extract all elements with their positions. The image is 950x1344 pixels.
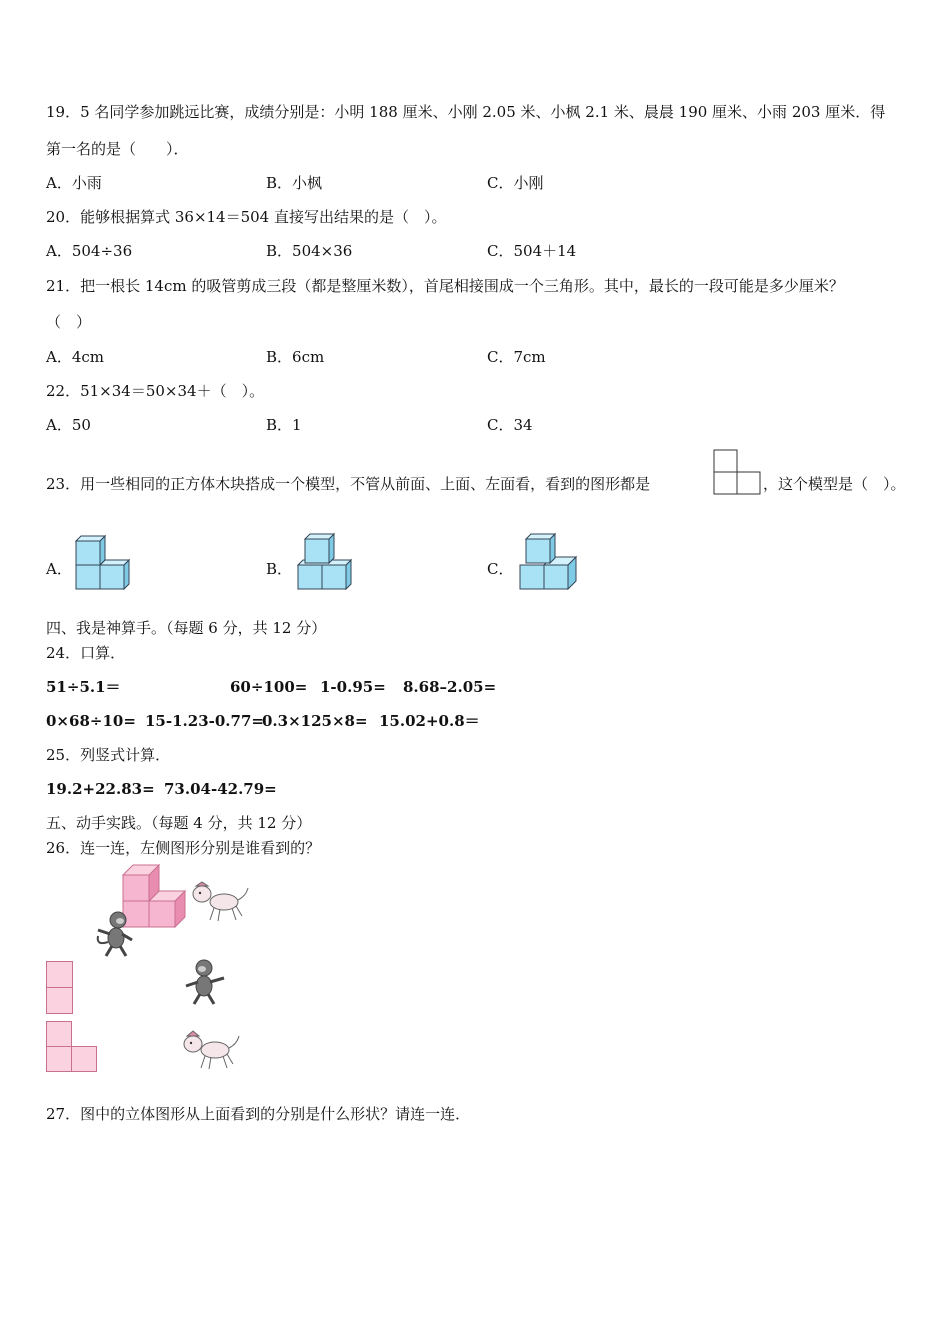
cube-model-a [74,537,134,593]
q24-calc: 60÷100= [230,678,308,696]
q22-option-a: A．50 [46,416,91,434]
monkey-icon [182,958,228,1006]
q24-calc: 51÷5.1＝ [46,678,121,696]
q24-calc: 1-0.95= [320,678,386,696]
q24-calc: 8.68–2.05= [403,678,497,696]
q25-calc: 73.04-42.79= [164,780,277,798]
cube-model-b [296,535,356,593]
q27-title: 27．图中的立体图形从上面看到的分别是什么形状？请连一连． [46,1105,471,1123]
dog-icon [181,1028,243,1072]
q19-option-a: A．小雨 [46,174,102,192]
q19-option-b: B．小枫 [266,174,323,192]
q19-option-c: C．小刚 [487,174,544,192]
q22-option-c: C．34 [487,416,533,434]
q23-text-before: 23．用一些相同的正方体木块搭成一个模型，不管从前面、上面、左面看，看到的图形都是 [46,475,651,493]
q20-text: 20．能够根据算式 36×14＝504 直接写出结果的是（ ）。 [46,208,447,226]
l-shape-view-figure [713,449,761,495]
q21-option-c: C．7cm [487,348,546,366]
q20-option-a: A．504÷36 [46,242,133,260]
q24-calc: 15-1.23-0.77= [145,712,264,730]
q23-option-a: A． [46,560,72,578]
two-square-view [46,961,74,1015]
q23-option-c: C． [487,560,514,578]
q21-option-b: B．6cm [266,348,325,366]
q19-line1: 19．5 名同学参加跳远比赛，成绩分别是：小明 188 厘米、小刚 2.05 米、小枫 2.1 米、晨晨 190 厘米、小雨 203 厘米．得 [46,103,886,121]
q21-line2: （ ） [46,313,92,331]
monkey-icon [92,910,136,958]
cube-model-c [518,535,584,593]
section4-title: 四、我是神算手。（每题 6 分，共 12 分） [46,619,327,637]
dog-icon [188,880,250,924]
q25-title: 25．列竖式计算． [46,746,171,764]
q20-option-b: B．504×36 [266,242,353,260]
q21-option-a: A．4cm [46,348,105,366]
q21-line1: 21．把一根长 14cm 的吸管剪成三段（都是整厘米数），首尾相接围成一个三角形。其中，最长的一段可能是多少厘米？ [46,277,844,295]
q24-calc: 0.3×125×8= [262,712,368,730]
q24-calc: 0×68÷10= [46,712,136,730]
q23-option-b: B． [266,560,293,578]
q23-text-after: ，这个模型是（ ）。 [763,475,906,493]
q26-title: 26．连一连，左侧图形分别是谁看到的？ [46,839,321,857]
q24-calc: 15.02+0.8＝ [379,712,480,730]
l-shape-view [46,1021,100,1075]
q22-option-b: B．1 [266,416,302,434]
q25-calc: 19.2+22.83= [46,780,155,798]
q19-line2: 第一名的是（ ）． [46,140,189,158]
q24-title: 24．口算． [46,644,126,662]
q20-option-c: C．504＋14 [487,242,577,260]
section5-title: 五、动手实践。（每题 4 分，共 12 分） [46,814,312,832]
q22-text: 22．51×34＝50×34＋（ ）。 [46,382,265,400]
